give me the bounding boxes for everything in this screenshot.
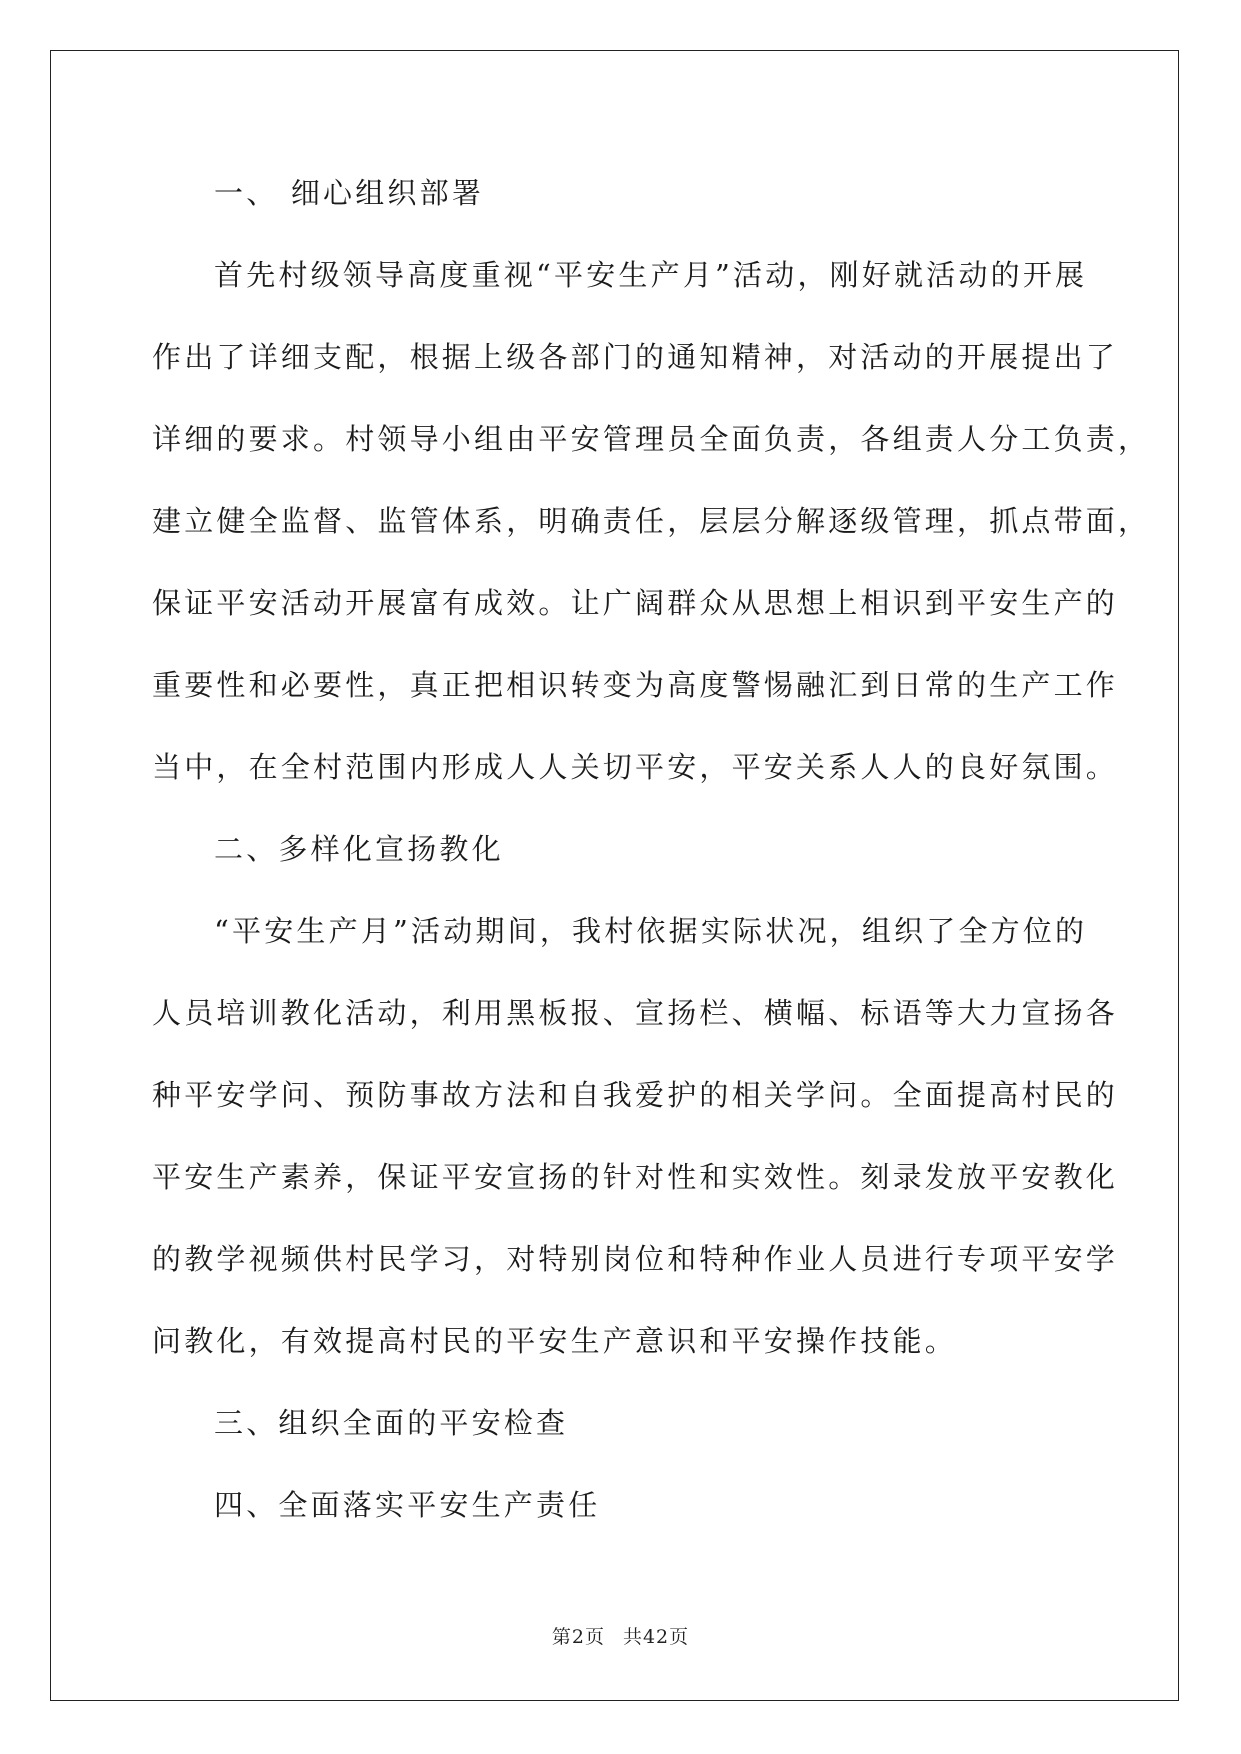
section-heading-3: 三、组织全面的平安检查 (214, 1406, 569, 1440)
paragraph-2-line-2: 人员培训教化活动，利用黑板报、宣扬栏、横幅、标语等大力宣扬各 (152, 996, 1119, 1030)
paragraph-1-line-5: 保证平安活动开展富有成效。让广阔群众从思想上相识到平安生产的 (152, 586, 1119, 620)
paragraph-2-line-4: 平安生产素养，保证平安宣扬的针对性和实效性。刻录发放平安教化 (152, 1160, 1119, 1194)
paragraph-1-line-4: 建立健全监督、监管体系，明确责任，层层分解逐级管理，抓点带面， (152, 504, 1151, 538)
paragraph-1-line-2: 作出了详细支配，根据上级各部门的通知精神，对活动的开展提出了 (152, 340, 1119, 374)
paragraph-2-line-3: 种平安学问、预防事故方法和自我爱护的相关学问。全面提高村民的 (152, 1078, 1119, 1112)
paragraph-1-line-3: 详细的要求。村领导小组由平安管理员全面负责，各组责人分工负责， (152, 422, 1151, 456)
paragraph-1-line-1: 首先村级领导高度重视“平安生产月”活动，刚好就活动的开展 (214, 258, 1088, 292)
paragraph-2-line-1: “平安生产月”活动期间，我村依据实际状况，组织了全方位的 (214, 914, 1088, 948)
paragraph-1-line-6: 重要性和必要性，真正把相识转变为高度警惕融汇到日常的生产工作 (152, 668, 1119, 702)
paragraph-1-line-7: 当中，在全村范围内形成人人关切平安，平安关系人人的良好氛围。 (152, 750, 1119, 784)
paragraph-2-line-5: 的教学视频供村民学习，对特别岗位和特种作业人员进行专项平安学 (152, 1242, 1119, 1276)
total-pages-label: 共42页 (622, 1626, 690, 1648)
current-page-label: 第2页 (551, 1626, 605, 1648)
section-heading-1: 一、 细心组织部署 (214, 176, 485, 210)
document-body (152, 152, 1151, 1546)
section-heading-2: 二、多样化宣扬教化 (214, 832, 504, 866)
paragraph-2-line-6: 问教化，有效提高村民的平安生产意识和平安操作技能。 (152, 1324, 958, 1358)
section-heading-4: 四、全面落实平安生产责任 (214, 1488, 601, 1522)
page-footer (0, 1622, 1241, 1649)
